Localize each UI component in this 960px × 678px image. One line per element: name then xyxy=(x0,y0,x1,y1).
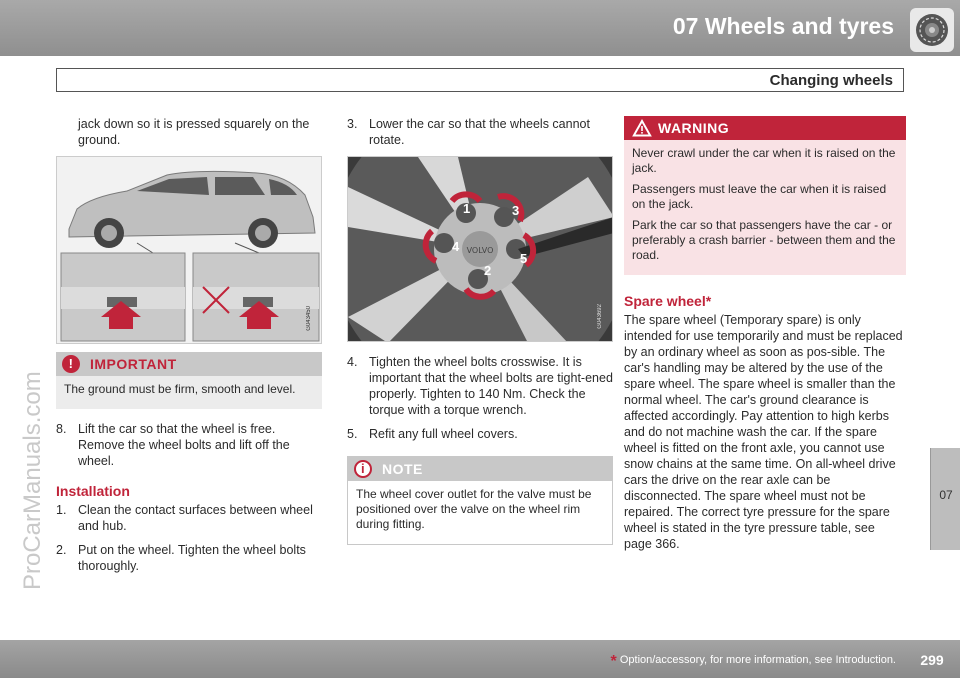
watermark: ProCarManuals.com xyxy=(19,371,46,590)
column-2 xyxy=(347,116,613,557)
warning-paragraph: Passengers must leave the car when it is raised on the jack. xyxy=(632,182,887,211)
footnote-star: * xyxy=(610,653,617,670)
step-number: 4. xyxy=(347,355,358,369)
step-text: Refit any full wheel covers. xyxy=(369,427,518,441)
column-3 xyxy=(624,116,906,560)
important-header xyxy=(56,352,322,376)
note-text: The wheel cover outlet for the valve must be positioned over the valve on the wheel rim during fitting. xyxy=(356,487,592,531)
warning-body xyxy=(624,140,906,275)
step-5 xyxy=(347,426,613,442)
step-number: 8. xyxy=(56,422,67,436)
step-number: 5. xyxy=(347,427,358,441)
installation-step-2 xyxy=(56,542,322,574)
important-body xyxy=(56,376,322,409)
bolt-label: 5 xyxy=(520,251,528,266)
chapter-side-tab xyxy=(930,448,960,550)
footnote xyxy=(611,653,896,671)
spare-wheel-heading: Spare wheel* xyxy=(624,293,712,309)
step-8 xyxy=(56,421,322,469)
step-number: 3. xyxy=(347,117,358,131)
step-text: Put on the wheel. Tighten the wheel bolts thoroughly. xyxy=(78,543,306,573)
step-text: Clean the contact surfaces between wheel and hub. xyxy=(78,503,313,533)
figure-code: G043692 xyxy=(597,304,603,329)
step-text: Tighten the wheel bolts crosswise. It is important that the wheel bolts are tight-ened properly. Tighten to 140 Nm. Check the torque with a torque wrench. xyxy=(369,355,613,417)
side-tab-label: 07 xyxy=(939,488,953,502)
column-1 xyxy=(56,116,322,582)
spare-wheel-text: The spare wheel (Temporary spare) is only intended for use temporarily and must be replaced by an ordinary wheel as soon as pos-sible. The car's handling may be altered by the use of the spare wheel. The spare wheel is smaller than the normal wheel. The car's ground clearance is affected accordingly. Pay attention to high kerbs and do not machine wash the car. If the spare wheel is fitted on the front axle, you cannot use snow chains at the same time. On all-wheel drive cars the drive on the rear axle can be disconnected. The spare wheel must not be repaired. The correct tyre pressure for the spare wheel is stated in the tyre pressure table, see page 366. xyxy=(624,313,903,551)
installation-step-1 xyxy=(56,502,322,534)
note-title: NOTE xyxy=(382,461,423,477)
footnote-text: Option/accessory, for more information, see Introduction. xyxy=(619,654,896,666)
bolt-label: 2 xyxy=(484,263,492,278)
step-text: Lower the car so that the wheels cannot rotate. xyxy=(369,117,590,147)
important-text: The ground must be firm, smooth and level. xyxy=(64,382,296,396)
intro-text: jack down so it is pressed squarely on the ground. xyxy=(78,117,310,147)
important-box xyxy=(56,352,322,409)
step-number: 1. xyxy=(56,503,67,517)
note-body xyxy=(348,481,612,544)
footer-band xyxy=(0,640,960,678)
step-number: 2. xyxy=(56,543,67,557)
warning-title: WARNING xyxy=(658,120,730,136)
step-4 xyxy=(347,354,613,418)
note-header xyxy=(348,457,612,481)
chapter-title: 07 Wheels and tyres xyxy=(672,13,894,39)
bolt-label: 1 xyxy=(463,201,471,216)
step-3 xyxy=(347,116,613,148)
bolt-label: 4 xyxy=(452,239,460,254)
exclamation-icon: ! xyxy=(62,355,80,373)
warning-paragraph: Park the car so that passengers have the car - or preferably a crash barrier - between them and the road. xyxy=(632,218,896,262)
svg-text:VOLVO: VOLVO xyxy=(466,246,494,255)
tyre-icon xyxy=(910,8,954,52)
warning-triangle-icon xyxy=(632,119,652,137)
note-box xyxy=(347,456,613,545)
info-icon: i xyxy=(354,460,372,478)
bolt-label: 3 xyxy=(512,203,520,218)
warning-paragraph: Never crawl under the car when it is raised on the jack. xyxy=(632,146,896,175)
subsection-title: Changing wheels xyxy=(769,72,893,89)
wheel-bolts-figure xyxy=(347,156,613,342)
jack-figure xyxy=(56,156,322,344)
figure-code: G043450 xyxy=(306,306,312,331)
warning-box xyxy=(624,116,906,275)
subsection-bar xyxy=(56,68,904,92)
step-text: Lift the car so that the wheel is free. Remove the wheel bolts and lift off the wheel. xyxy=(78,422,290,468)
warning-header xyxy=(624,116,906,140)
page-number: 299 xyxy=(920,652,944,668)
important-title: IMPORTANT xyxy=(90,356,177,372)
installation-heading: Installation xyxy=(56,483,130,499)
